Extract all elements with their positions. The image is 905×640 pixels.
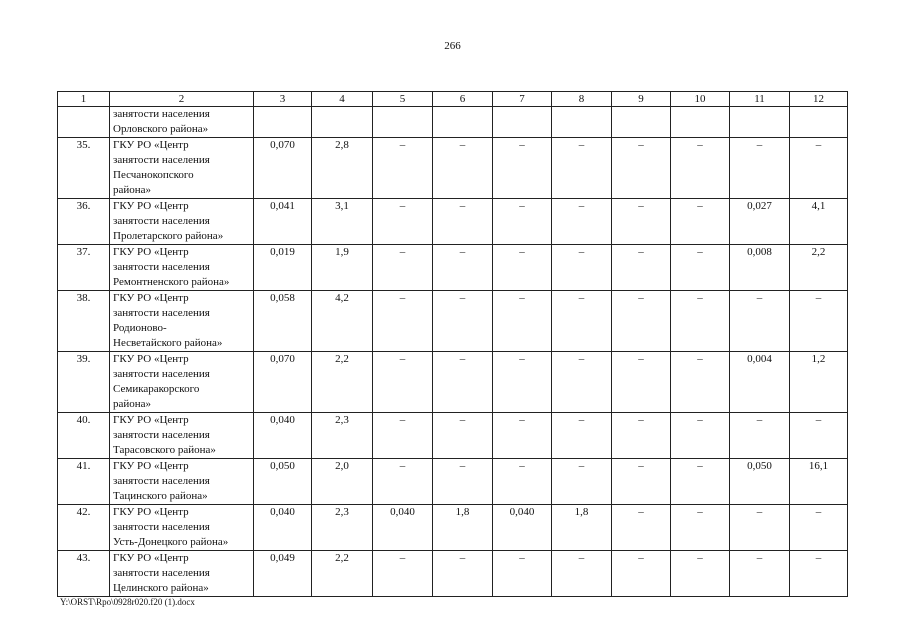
data-table bbox=[57, 91, 848, 597]
table-cell: 4,2 bbox=[312, 291, 373, 352]
table-cell: – bbox=[730, 413, 790, 459]
table-cell bbox=[493, 107, 552, 138]
table-cell: 0,070 bbox=[254, 352, 312, 413]
table-cell bbox=[433, 107, 493, 138]
row-number: 40. bbox=[58, 413, 110, 459]
row-number: 36. bbox=[58, 199, 110, 245]
table-cell: – bbox=[373, 352, 433, 413]
table-cell: 0,027 bbox=[730, 199, 790, 245]
table-cell: 2,8 bbox=[312, 138, 373, 199]
table-cell: – bbox=[373, 138, 433, 199]
table-cell: – bbox=[671, 352, 730, 413]
table-cell: 0,070 bbox=[254, 138, 312, 199]
table-cell: – bbox=[433, 291, 493, 352]
row-number: 42. bbox=[58, 505, 110, 551]
table-cell: – bbox=[612, 459, 671, 505]
table-cell: – bbox=[671, 413, 730, 459]
organization-name: ГКУ РО «Центр занятости населения Родионово- Несветайского района» bbox=[110, 291, 254, 352]
organization-name: ГКУ РО «Центр занятости населения Ремонтненского района» bbox=[110, 245, 254, 291]
table-cell: – bbox=[493, 138, 552, 199]
table-cell: – bbox=[671, 138, 730, 199]
table-cell: 1,9 bbox=[312, 245, 373, 291]
table-cell bbox=[373, 107, 433, 138]
table-cell: – bbox=[730, 138, 790, 199]
table-cell: 0,019 bbox=[254, 245, 312, 291]
column-header: 8 bbox=[552, 92, 612, 107]
column-header: 3 bbox=[254, 92, 312, 107]
table-cell bbox=[730, 107, 790, 138]
row-number bbox=[58, 107, 110, 138]
table-row bbox=[58, 138, 848, 199]
table-cell: – bbox=[790, 138, 848, 199]
table-row bbox=[58, 245, 848, 291]
table-cell: – bbox=[373, 551, 433, 597]
table-row bbox=[58, 505, 848, 551]
table-cell: – bbox=[730, 505, 790, 551]
table-cell: – bbox=[790, 505, 848, 551]
table-cell: – bbox=[552, 199, 612, 245]
table-cell: – bbox=[493, 352, 552, 413]
table-cell: – bbox=[612, 413, 671, 459]
table-row bbox=[58, 459, 848, 505]
table-cell: – bbox=[493, 291, 552, 352]
table-cell: 2,2 bbox=[312, 352, 373, 413]
table-cell: – bbox=[612, 352, 671, 413]
footer-file-path: Y:\ORST\Rpo\0928r020.f20 (1).docx bbox=[60, 597, 195, 607]
table-cell: 0,050 bbox=[254, 459, 312, 505]
table-row bbox=[58, 551, 848, 597]
table-cell: 0,049 bbox=[254, 551, 312, 597]
organization-name: ГКУ РО «Центр занятости населения Усть-Донецкого района» bbox=[110, 505, 254, 551]
table-cell: 1,8 bbox=[552, 505, 612, 551]
table-cell: – bbox=[612, 505, 671, 551]
table-row bbox=[58, 291, 848, 352]
table-row-continuation bbox=[58, 107, 848, 138]
table-cell: 2,0 bbox=[312, 459, 373, 505]
table-header-row bbox=[58, 92, 848, 107]
table-cell: 0,040 bbox=[493, 505, 552, 551]
table-cell: – bbox=[790, 413, 848, 459]
row-number: 38. bbox=[58, 291, 110, 352]
table-cell: – bbox=[493, 551, 552, 597]
table-cell: – bbox=[612, 199, 671, 245]
column-header: 7 bbox=[493, 92, 552, 107]
table-cell: – bbox=[433, 199, 493, 245]
table-cell: – bbox=[552, 138, 612, 199]
column-header: 2 bbox=[110, 92, 254, 107]
table-cell: – bbox=[552, 245, 612, 291]
organization-name: ГКУ РО «Центр занятости населения Пролетарского района» bbox=[110, 199, 254, 245]
column-header: 4 bbox=[312, 92, 373, 107]
table-cell: – bbox=[552, 291, 612, 352]
table-cell: – bbox=[612, 291, 671, 352]
table-cell: – bbox=[671, 199, 730, 245]
organization-name: ГКУ РО «Центр занятости населения Семикаракорского района» bbox=[110, 352, 254, 413]
table-cell: – bbox=[671, 505, 730, 551]
table-cell: – bbox=[671, 459, 730, 505]
row-number: 37. bbox=[58, 245, 110, 291]
column-header: 10 bbox=[671, 92, 730, 107]
table-cell: – bbox=[373, 291, 433, 352]
table-cell: 1,2 bbox=[790, 352, 848, 413]
table-cell: 0,058 bbox=[254, 291, 312, 352]
column-header: 5 bbox=[373, 92, 433, 107]
table-cell bbox=[312, 107, 373, 138]
table-cell: 0,040 bbox=[254, 505, 312, 551]
table-cell: – bbox=[373, 245, 433, 291]
table-cell: 2,3 bbox=[312, 413, 373, 459]
table-cell: – bbox=[433, 459, 493, 505]
table-cell: 2,3 bbox=[312, 505, 373, 551]
table-cell: – bbox=[493, 413, 552, 459]
table-cell: – bbox=[671, 291, 730, 352]
column-header: 1 bbox=[58, 92, 110, 107]
row-number: 43. bbox=[58, 551, 110, 597]
column-header: 6 bbox=[433, 92, 493, 107]
table-cell: 3,1 bbox=[312, 199, 373, 245]
table-cell: – bbox=[730, 551, 790, 597]
column-header: 12 bbox=[790, 92, 848, 107]
column-header: 11 bbox=[730, 92, 790, 107]
table-cell bbox=[612, 107, 671, 138]
table-cell: – bbox=[433, 352, 493, 413]
table-cell: 2,2 bbox=[312, 551, 373, 597]
row-number: 39. bbox=[58, 352, 110, 413]
table-cell: – bbox=[552, 413, 612, 459]
page-number: 266 bbox=[444, 40, 461, 52]
table-cell: 0,050 bbox=[730, 459, 790, 505]
table-cell: – bbox=[790, 291, 848, 352]
table-cell bbox=[671, 107, 730, 138]
table-cell: – bbox=[433, 551, 493, 597]
table-cell: – bbox=[730, 291, 790, 352]
table-cell: 0,008 bbox=[730, 245, 790, 291]
organization-name: ГКУ РО «Центр занятости населения Целинского района» bbox=[110, 551, 254, 597]
table-cell: – bbox=[433, 413, 493, 459]
row-number: 35. bbox=[58, 138, 110, 199]
table-row bbox=[58, 413, 848, 459]
table-cell: 16,1 bbox=[790, 459, 848, 505]
organization-name: ГКУ РО «Центр занятости населения Тацинского района» bbox=[110, 459, 254, 505]
organization-name: ГКУ РО «Центр занятости населения Песчанокопского района» bbox=[110, 138, 254, 199]
organization-name: занятости населения Орловского района» bbox=[110, 107, 254, 138]
table-cell: – bbox=[612, 138, 671, 199]
table-cell: – bbox=[612, 245, 671, 291]
table-cell: – bbox=[671, 245, 730, 291]
table-cell: – bbox=[433, 245, 493, 291]
table-cell: 0,041 bbox=[254, 199, 312, 245]
table-cell: – bbox=[790, 551, 848, 597]
table-cell: – bbox=[552, 459, 612, 505]
row-number: 41. bbox=[58, 459, 110, 505]
table-cell: – bbox=[373, 459, 433, 505]
table-cell: 0,040 bbox=[373, 505, 433, 551]
table-row bbox=[58, 199, 848, 245]
table-cell: – bbox=[552, 551, 612, 597]
table-cell: – bbox=[373, 199, 433, 245]
table-cell: – bbox=[493, 199, 552, 245]
table-cell: 4,1 bbox=[790, 199, 848, 245]
table-cell: – bbox=[373, 413, 433, 459]
table-row bbox=[58, 352, 848, 413]
table-cell: – bbox=[612, 551, 671, 597]
table-cell: – bbox=[552, 352, 612, 413]
table-cell: 1,8 bbox=[433, 505, 493, 551]
table-cell bbox=[790, 107, 848, 138]
table-cell: – bbox=[671, 551, 730, 597]
table-cell: – bbox=[493, 245, 552, 291]
table-cell: 0,040 bbox=[254, 413, 312, 459]
table-cell: – bbox=[433, 138, 493, 199]
table-cell bbox=[552, 107, 612, 138]
column-header: 9 bbox=[612, 92, 671, 107]
table-cell: 0,004 bbox=[730, 352, 790, 413]
table-cell bbox=[254, 107, 312, 138]
table-cell: – bbox=[493, 459, 552, 505]
table-cell: 2,2 bbox=[790, 245, 848, 291]
organization-name: ГКУ РО «Центр занятости населения Тарасовского района» bbox=[110, 413, 254, 459]
